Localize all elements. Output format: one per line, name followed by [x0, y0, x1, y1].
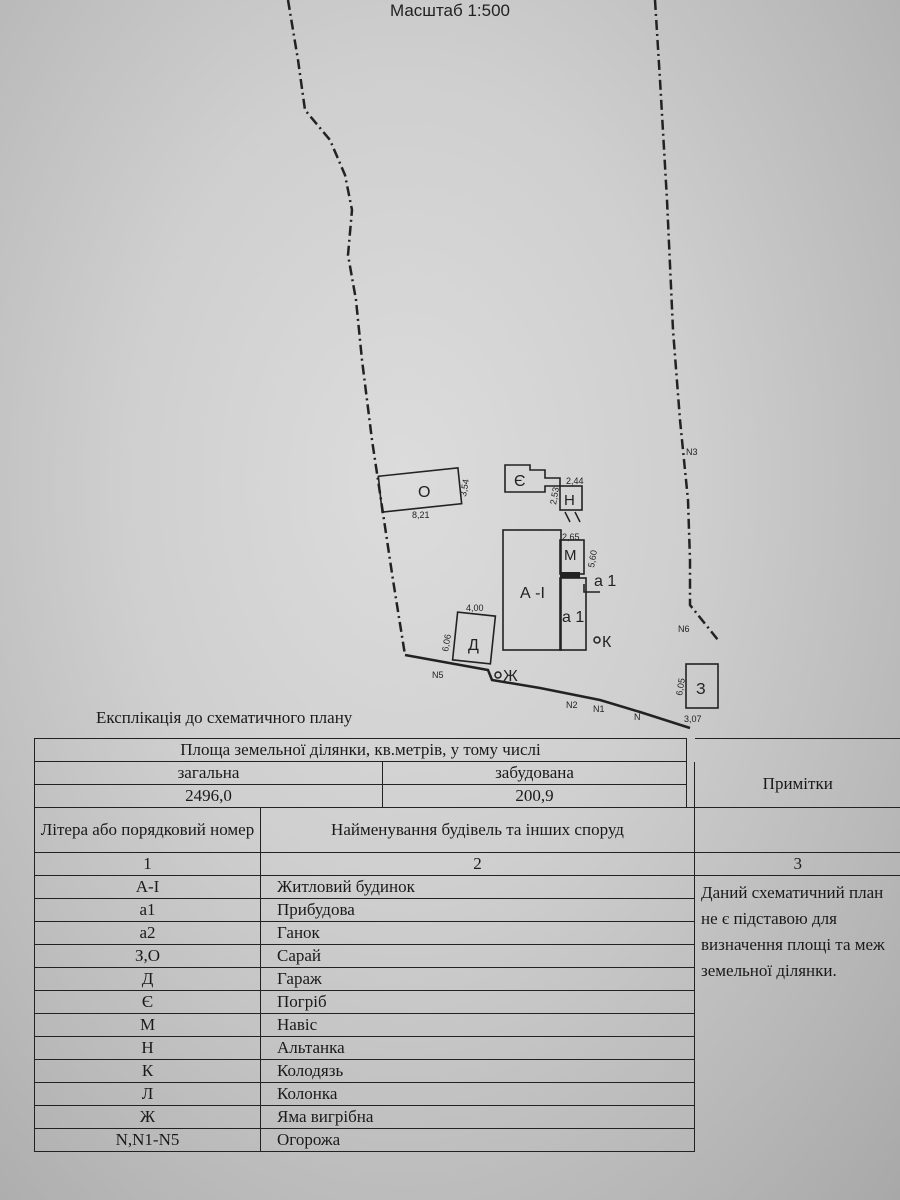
well-k [594, 637, 600, 643]
table-row-letter: Ж [35, 1106, 261, 1129]
building-m-label: М [564, 547, 577, 564]
total-label: загальна [35, 762, 383, 785]
hatch-mark [565, 512, 580, 522]
table-row-letter: Л [35, 1083, 261, 1106]
dim-z-height: 6,05 [674, 677, 688, 697]
dim-d-height: 6,06 [440, 633, 454, 653]
table-row-name: Ганок [261, 922, 695, 945]
col2-header: Найменування будівель та інших споруд [261, 808, 695, 853]
table-row-name: Погріб [261, 991, 695, 1014]
dim-z-width: 3,07 [684, 714, 702, 724]
col-number-3: 3 [695, 853, 900, 876]
area-header: Площа земельної ділянки, кв.метрів, у тому числі [35, 739, 687, 762]
building-a1-house-label: А -І [520, 585, 545, 602]
cesspit-zh [495, 672, 501, 678]
total-value: 2496,0 [35, 785, 383, 808]
table-row-name: Колодязь [261, 1060, 695, 1083]
note-text: Даний схематичний план не є підставою для визначення площі та меж земельної ділянки. [695, 876, 900, 1152]
fence-mark-n6: N6 [678, 624, 690, 634]
table-row-name: Яма вигрібна [261, 1106, 695, 1129]
built-value: 200,9 [383, 785, 687, 808]
table-row-letter: N,N1-N5 [35, 1129, 261, 1152]
table-row-letter: К [35, 1060, 261, 1083]
table-row-name: Житловий будинок [261, 876, 695, 899]
fence-left [288, 0, 405, 655]
table-row-letter: М [35, 1014, 261, 1037]
table-row-letter: а1 [35, 899, 261, 922]
table-row-name: Огорожа [261, 1129, 695, 1152]
table-row-letter: а2 [35, 922, 261, 945]
fence-bottom [405, 655, 690, 728]
fence-mark-n5: N5 [432, 670, 444, 680]
building-ye-label: Є [514, 473, 526, 490]
fence-right [655, 0, 718, 640]
table-row-letter: Є [35, 991, 261, 1014]
built-label: забудована [383, 762, 687, 785]
building-z-label: З [696, 681, 706, 698]
notes-header: Примітки [695, 762, 900, 808]
fence-mark-n3: N3 [686, 447, 698, 457]
building-o-label: О [418, 484, 431, 501]
building-a1-extension-label: а 1 [562, 609, 585, 626]
table-row-letter: А-І [35, 876, 261, 899]
dim-m-height: 5,60 [586, 549, 600, 569]
porch-mark [560, 572, 580, 578]
table-row-name: Альтанка [261, 1037, 695, 1060]
building-n-label: Н [564, 492, 575, 509]
dim-o-height: 3,54 [458, 478, 472, 498]
building-d-label: Д [468, 637, 479, 654]
scale-label: Масштаб 1:500 [390, 1, 510, 20]
dim-m-width: 2,65 [562, 532, 580, 542]
explication-table [34, 738, 900, 1152]
fence-mark-n: N [634, 712, 641, 722]
table-row-letter: Д [35, 968, 261, 991]
dim-o-width: 8,21 [412, 510, 430, 520]
table-row-name: Гараж [261, 968, 695, 991]
col-number-1: 1 [35, 853, 261, 876]
table-row-name: Колонка [261, 1083, 695, 1106]
fence-mark-n2: N2 [566, 700, 578, 710]
dim-d-width: 4,00 [466, 603, 484, 613]
table-row-name: Навіс [261, 1014, 695, 1037]
table-row-letter: З,О [35, 945, 261, 968]
col1-header: Літера або порядковий номер [35, 808, 261, 853]
fence-mark-n1: N1 [593, 704, 605, 714]
table-row-letter: Н [35, 1037, 261, 1060]
cesspit-zh-label: Ж [503, 668, 518, 685]
dim-n-height: 2,53 [548, 486, 562, 506]
explication-title: Експлікація до схематичного плану [96, 708, 353, 727]
dim-n-width: 2,44 [566, 476, 584, 486]
well-k-label: К [602, 634, 612, 651]
table-row-name: Сарай [261, 945, 695, 968]
table-row-name: Прибудова [261, 899, 695, 922]
col-number-2: 2 [261, 853, 695, 876]
building-a1-top-label: а 1 [594, 573, 617, 590]
